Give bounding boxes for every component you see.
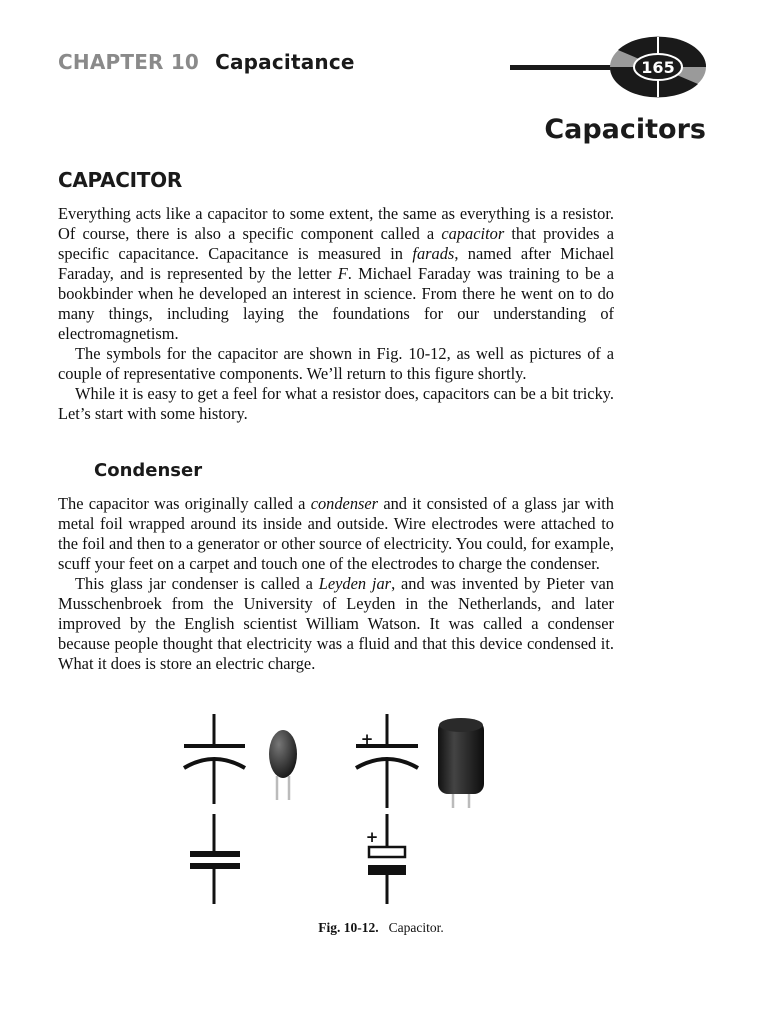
electrolytic-capacitor-photo: [438, 718, 484, 808]
page-number-badge: [508, 34, 708, 100]
page-number: 165: [641, 58, 675, 77]
caption-text: Capacitor.: [388, 920, 444, 935]
running-head: [58, 50, 355, 74]
nonpolarized-capacitor-symbol-flat: [190, 814, 240, 904]
capacitor-body: [58, 204, 614, 424]
capacitor-figure: [170, 708, 510, 908]
paragraph: The capacitor was originally called a condenser and it consisted of a glass jar with metal foil wrapped around its inside and outside. Wire electrodes were attached to the foil and then to a generator or other source of electricity. You could, for example, scuff your feet on a carpet and touch one of the electrodes to charge the condenser.: [58, 494, 614, 573]
paragraph: Everything acts like a capacitor to some extent, the same as everything is a resistor. Of course, there is also a specific component called a capacitor that provides a specific capacitance. Capacitance is measured in farads, named after Michael Faraday, and is represented by the letter F. Michael Faraday was training to be a bookbinder when he developed an interest in science. From there he went on to do many things, including laying the foundations for our understanding of electromagnetism.: [58, 204, 614, 343]
ceramic-capacitor-photo: [269, 730, 297, 800]
polarized-capacitor-symbol-flat: [366, 814, 406, 904]
caption-label: Fig. 10-12.: [318, 920, 379, 935]
chapter-title: Capacitance: [215, 50, 355, 74]
condenser-heading: Condenser: [94, 460, 203, 481]
chapter-number: CHAPTER 10: [58, 50, 200, 74]
section-title: Capacitors: [544, 114, 706, 145]
paragraph: While it is easy to get a feel for what a resistor does, capacitors can be a bit tricky. Let’s start with some history.: [58, 384, 614, 423]
figure-caption: [0, 920, 762, 936]
polarized-capacitor-symbol-curved: [356, 714, 418, 808]
nonpolarized-capacitor-symbol-curved: [184, 714, 245, 804]
paragraph: The symbols for the capacitor are shown in Fig. 10-12, as well as pictures of a couple of representative components. We’ll return to this figure shortly.: [58, 344, 614, 383]
paragraph: This glass jar condenser is called a Leyden jar, and was invented by Pieter van Musschenbroek from the University of Leyden in the Netherlands, and later improved by the English scientist William Watson. It was called a condenser because people thought that electricity was a fluid and that this device condensed it. What it does is store an electric charge.: [58, 574, 614, 673]
polarity-plus-sign: +: [360, 730, 374, 748]
polarity-plus-sign: +: [365, 828, 379, 846]
condenser-body: [58, 494, 614, 674]
capacitor-heading: CAPACITOR: [58, 168, 182, 192]
